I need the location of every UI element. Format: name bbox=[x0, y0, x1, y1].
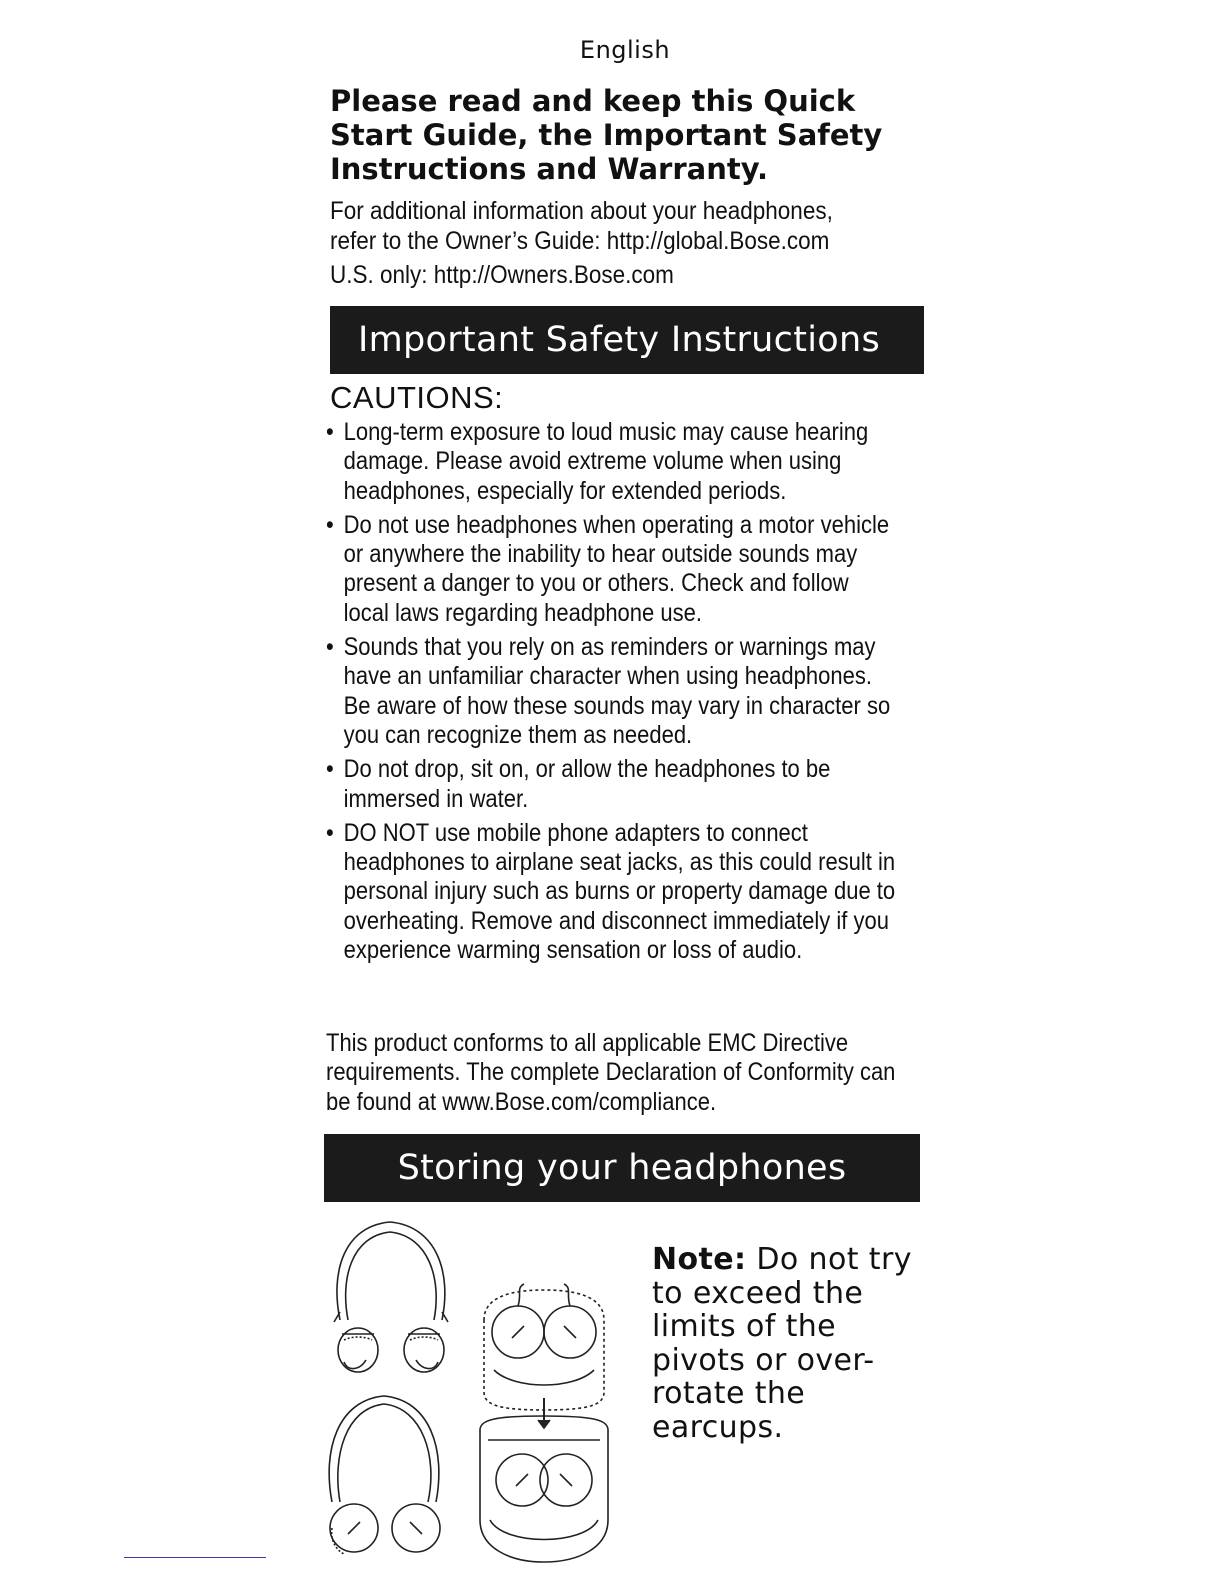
bullet-icon: • bbox=[326, 633, 334, 662]
cautions-list bbox=[326, 418, 898, 970]
intro-title-line: Please read and keep this Quick bbox=[330, 84, 856, 118]
emc-compliance-statement: This product conforms to all applicable EMC Directive requirements. The complete Declaration of Conformity can be found at www.Bose.com/compliance. bbox=[326, 1029, 896, 1116]
storing-banner-title: Storing your headphones bbox=[397, 1148, 847, 1188]
caution-item bbox=[326, 819, 898, 965]
intro-title-line: Start Guide, the Important Safety bbox=[330, 118, 883, 152]
intro-title-line: Instructions and Warranty. bbox=[330, 152, 768, 186]
bullet-icon: • bbox=[326, 418, 334, 446]
storage-note bbox=[652, 1243, 932, 1444]
bullet-icon: • bbox=[326, 510, 334, 539]
footer-rule bbox=[124, 1557, 266, 1558]
caution-item bbox=[326, 755, 898, 814]
info-line: For additional information about your headphones, bbox=[330, 197, 833, 225]
caution-text: Long-term exposure to loud music may cause hearing damage. Please avoid extreme volume when using headphones, especially for extended periods. bbox=[343, 418, 869, 505]
note-text: Do not try to exceed the limits of the pivots or over-rotate the earcups. bbox=[652, 1242, 912, 1445]
language-label: English bbox=[579, 36, 671, 64]
caution-text: Do not drop, sit on, or allow the headphones to be immersed in water. bbox=[343, 755, 831, 813]
info-line: refer to the Owner’s Guide: http://global.Bose.com bbox=[330, 227, 830, 255]
caution-text: Sounds that you rely on as reminders or warnings may have an unfamiliar character when using headphones. Be aware of how these sounds may vary in character so you can recognize them as needed. bbox=[343, 633, 891, 749]
safety-instructions-banner bbox=[330, 306, 924, 374]
cautions-heading: CAUTIONS: bbox=[330, 380, 504, 415]
bullet-icon: • bbox=[326, 818, 334, 847]
caution-item bbox=[326, 511, 898, 628]
bullet-icon: • bbox=[326, 755, 334, 784]
safety-banner-title: Important Safety Instructions bbox=[358, 320, 880, 360]
caution-text: Do not use headphones when operating a motor vehicle or anywhere the inability to hear outside sounds may present a danger to you or others. Check and follow local laws regarding headphone use. bbox=[343, 510, 890, 627]
headphones-flat-illustration bbox=[320, 1390, 450, 1565]
caution-item bbox=[326, 418, 898, 506]
us-only-link-text: U.S. only: http://Owners.Bose.com bbox=[330, 261, 674, 289]
caution-item bbox=[326, 633, 898, 750]
storing-headphones-banner bbox=[324, 1134, 920, 1202]
caution-text: DO NOT use mobile phone adapters to connect headphones to airplane seat jacks, as this could result in personal injury such as burns or property damage due to overheating. Remove and disconnect immediately if you experience warming sensation or loss of audio. bbox=[343, 818, 896, 965]
additional-info bbox=[330, 196, 870, 290]
note-label: Note: bbox=[652, 1242, 747, 1277]
intro-title bbox=[330, 84, 890, 186]
headphones-case-illustration bbox=[474, 1280, 614, 1565]
headphones-upright-illustration bbox=[326, 1212, 456, 1392]
